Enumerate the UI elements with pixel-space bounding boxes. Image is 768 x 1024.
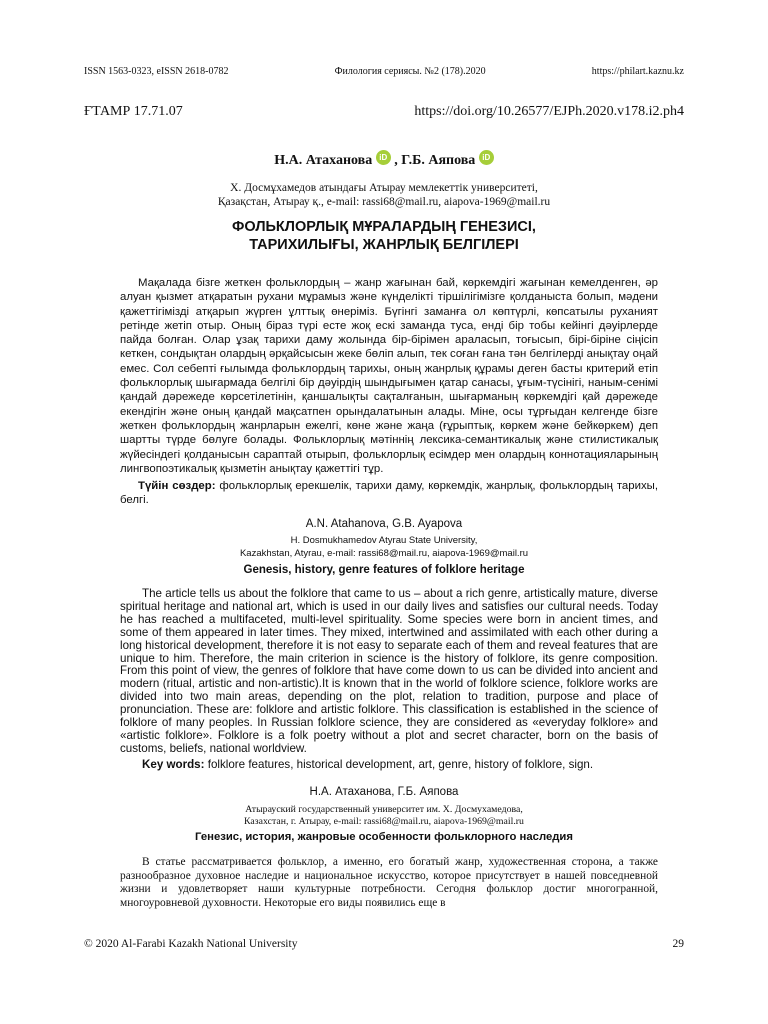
identifier-line [84,104,684,120]
keywords-label: Key words: [142,758,205,771]
affiliation-line: Атырауский государственный университет им. Х. Досмухамедова, [245,804,523,815]
keywords-text: folklore features, historical development, art, genre, history of folklore, sign. [207,758,594,771]
title-line: ТАРИХИЛЫҒЫ, ЖАНРЛЫҚ БЕЛГІЛЕРІ [249,237,519,253]
title-line: ФОЛЬКЛОРЛЫҚ МҰРАЛАРДЫҢ ГЕНЕЗИСІ, [232,219,536,235]
journal-series: Филология сериясы. №2 (178).2020 [334,66,486,77]
affiliation-ru [0,804,768,827]
affiliation-kz [0,181,768,209]
author-2: Г.Б. Аяпова [401,153,476,168]
page-footer [84,938,684,950]
journal-url[interactable]: https://philart.kaznu.kz [591,66,684,77]
article-title-en: Genesis, history, genre features of folklore heritage [243,564,525,576]
copyright: © 2020 Al-Farabi Kazakh National University [84,938,298,950]
authors-en: A.N. Atahanova, G.B. Ayapova [305,518,463,530]
issn: ISSN 1563-0323, eISSN 2618-0782 [84,66,229,77]
affiliation-line: Қазақстан, Атырау қ., e-mail: rassi68@mail.ru, aiapova-1969@mail.ru [217,196,551,208]
keywords-en [120,759,658,772]
running-header [84,66,684,77]
keywords-label: Түйін сөздер: [138,480,216,492]
abstract-kz: Мақалада бізге жеткен фольклордың – жанр жағынан бай, көркемдігі жағынан кемелденген, әр алуан қызмет атқаратын рухани мұрамыз және күнделікті тіршілігімізге қолданыста болып, мәдени қажеттігімізді атқарып жүрген ұлттық өнеріміз. Бүгінгі заманға ол көптүрлі, көпсатылы руханият ретінде жетіп отыр. Оның біраз түрі есте жоқ ескі заманда туса, енді бір тобы кейінгі дәуірлерде пайда болған. Олар ұзақ тарихи даму жолында бір-бірімен араласып, тоғысып, бірі-біріне сіңісіп кеткен, сондықтан олардың әрқайсысын жеке бөліп алып, тек соған ғана тән белгілерді анықтау оңай емес. Сол себепті ғылымда фольклордың тарихы, оның жанрлық құрамы деген басты критерий етіп фольклорлық шығармада белгілі бір дәуірдің шындығымен қатар санасы, ұғым-түсінігі, наным-сенімі қандай дәрежеде көрсетілетінін, қаншалықты сақталғанын, шығарманың көркемдігі қай дәрежеде екендігін және оның қандай мақсатпен орындалатынын алады. Міне, осы тұрғыдан келгенде бізге жеткен фольклордың жанрларын ежелгі, көне және жаңа (ғұрыптық, көркем және бейкөркем) деп шартты түрде бөлуге болады. Фольклорлық мәтіннің лексика-семантикалық және стилистикалық жүйесіндегі қолданысын сараптай отырып, фольклорлық есімдер мен олардың коннотацияларының лингвопоэтикалық қызметін анықтау қажеттігі тұр. [120,277,658,475]
authors-kz [0,150,768,169]
article-title-ru: Генезис, история, жанровые особенности фольклорного наследия [195,831,573,843]
doi-link[interactable]: https://doi.org/10.26577/EJPh.2020.v178.i2.ph4 [414,104,684,119]
orcid-icon[interactable]: iD [376,150,391,165]
abstract-ru: В статье рассматривается фольклор, а именно, его богатый жанр, художественная сторона, а также разнообразное духовное наследие и национальное искусство, которое присутствует в нашей повседневной жизни и удовлетворяет наши культурные потребности. Сегодня фольклор достиг многогранной, многоуровневой духовности. Некоторые его виды появились еще в [120,856,658,909]
orcid-icon[interactable]: iD [479,150,494,165]
authors-ru: Н.А. Атаханова, Г.Б. Аяпова [309,786,459,798]
affiliation-en [0,535,768,560]
article-title-kz [0,218,768,254]
author-separator: , [394,153,402,168]
page-number: 29 [672,938,684,950]
affiliation-line: Казахстан, г. Атырау, e-mail: rassi68@mail.ru, aiapova-1969@mail.ru [244,815,524,827]
affiliation-line: Х. Досмұхамедов атындағы Атырау мемлекеттік университеті, [230,182,538,194]
affiliation-line: Kazakhstan, Atyrau, e-mail: rassi68@mail.ru, aiapova-1969@mail.ru [239,547,529,559]
abstract-en: The article tells us about the folklore that came to us – about a rich genre, artistically mature, diverse spiritual heritage and national art, which is used in our daily lives and satisfies our cultural needs. Today he has reached a multifaceted, multi-level spirituality. Some species were born in ancient times, and some of them appeared in later times. They mixed, intertwined and assimilated with each other during a long historical development, therefore it is not easy to separate each of them and reveal features that are unique to him. Therefore, the main criterion in science is the history of folklore, its genre composition. From this point of view, the genres of folklore that have come down to us can be divided into ancient and modern (ritual, artistic and non-artistic).It is known that in the world of folklore science, folklore works are divided into two main areas, depending on the plot, relation to tradition, purpose and place of pronunciation. These are: folklore and artistic folklore. This classification is established in the science of folklore of many peoples. In Russian folklore science, they are considered as «everyday folklore» and «artistic folklore». Folklore is a folk poetry without a plot and secret character, born on the basis of customs, beliefs, national worldview. [120,587,658,755]
author-1: Н.А. Атаханова [274,153,373,168]
gramp-code: ҒТАМР 17.71.07 [84,104,183,119]
keywords-text: фольклорлық ерекшелік, тарихи даму, көркемдік, жанрлық, фольклордың тарихы, белгі. [120,480,658,507]
keywords-kz [120,479,658,508]
affiliation-line: H. Dosmukhamedov Atyrau State University, [290,535,478,546]
